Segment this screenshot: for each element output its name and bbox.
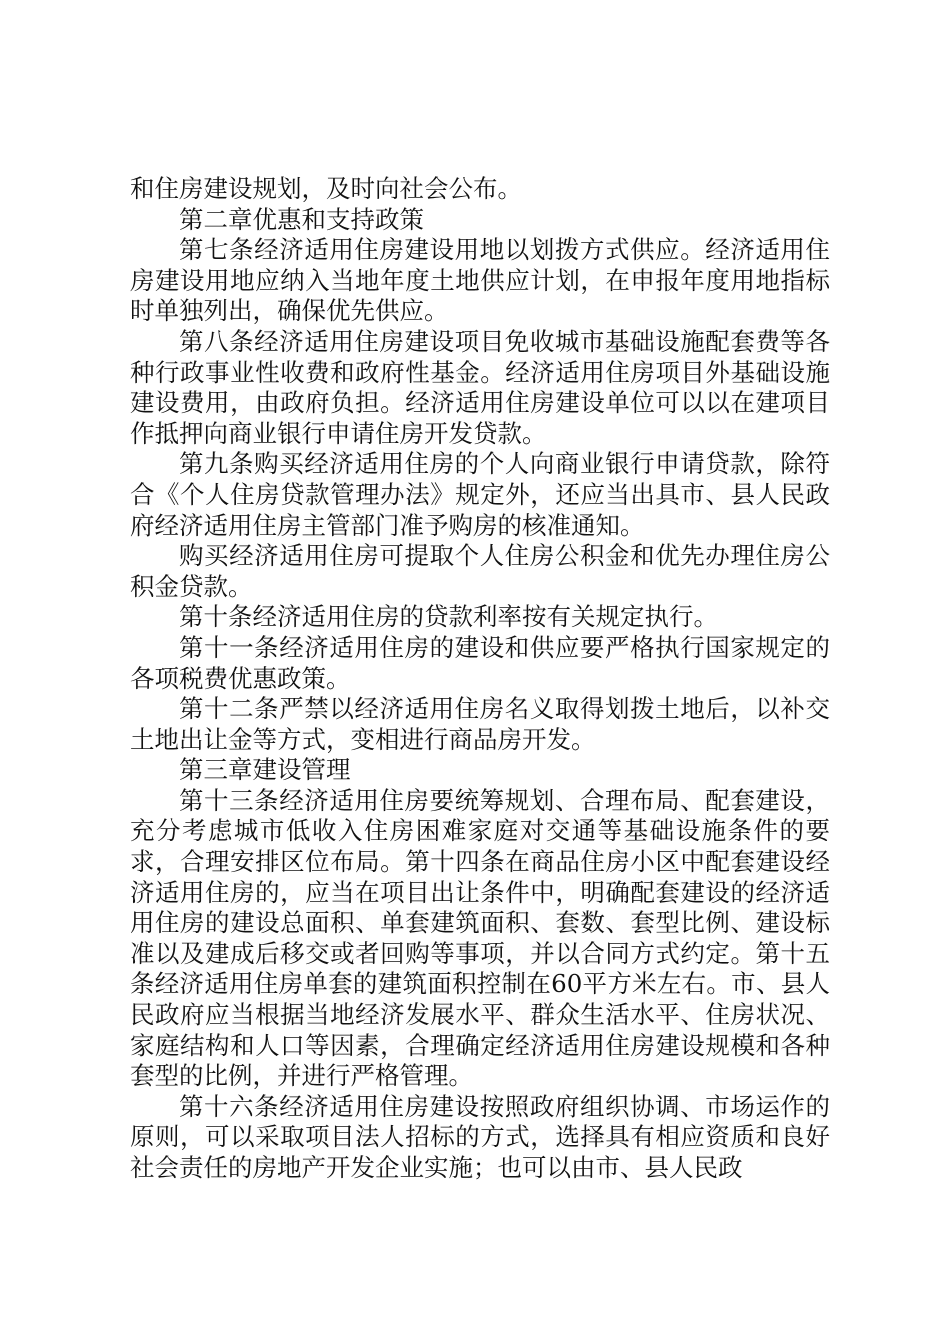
- document-body: [130, 174, 830, 1184]
- chapter-heading-3: 第三章建设管理: [179, 755, 351, 785]
- article-12: 第十二条严禁以经济适用住房名义取得划拨土地后，以补交土地出让金等方式，变相进行商品房开发。: [130, 694, 830, 754]
- paragraph-continuation: 和住房建设规划，及时向社会公布。: [130, 174, 522, 203]
- article-7: 第七条经济适用住房建设用地以划拨方式供应。经济适用住房建设用地应纳入当地年度土地供应计划，在申报年度用地指标时单独列出，确保优先供应。: [130, 235, 830, 326]
- article-9-supplement: 购买经济适用住房可提取个人住房公积金和优先办理住房公积金贷款。: [130, 541, 830, 601]
- article-8: 第八条经济适用住房建设项目免收城市基础设施配套费等各种行政事业性收费和政府性基金。经济适用住房项目外基础设施建设费用，由政府负担。经济适用住房建设单位可以以在建项目作抵押向商业银行申请住房开发贷款。: [130, 326, 830, 448]
- article-9: 第九条购买经济适用住房的个人向商业银行申请贷款，除符合《个人住房贷款管理办法》规定外，还应当出具市、县人民政府经济适用住房主管部门准予购房的核准通知。: [130, 449, 830, 540]
- article-10: 第十条经济适用住房的贷款利率按有关规定执行。: [179, 602, 718, 632]
- article-11: 第十一条经济适用住房的建设和供应要严格执行国家规定的各项税费优惠政策。: [130, 632, 830, 693]
- chapter-heading-2: 第二章优惠和支持政策: [179, 204, 424, 234]
- article-13-15: 第十三条经济适用住房要统筹规划、合理布局、配套建设，充分考虑城市低收入住房困难家庭对交通等基础设施条件的要求，合理安排区位布局。第十四条在商品住房小区中配套建设经济适用住房的，应当在项目出让条件中，明确配套建设的经济适用住房的建设总面积、单套建筑面积、套数、套型比例、建设标准以及建成后移交或者回购等事项，并以合同方式约定。第十五条经济适用住房单套的建筑面积控制在60平方米左右。市、县人民政府应当根据当地经济发展水平、群众生活水平、住房状况、家庭结构和人口等因素，合理确定经济适用住房建设规模和各种套型的比例，并进行严格管理。: [130, 785, 830, 1091]
- article-16: 第十六条经济适用住房建设按照政府组织协调、市场运作的原则，可以采取项目法人招标的方式，选择具有相应资质和良好社会责任的房地产开发企业实施；也可以由市、县人民政: [130, 1091, 830, 1182]
